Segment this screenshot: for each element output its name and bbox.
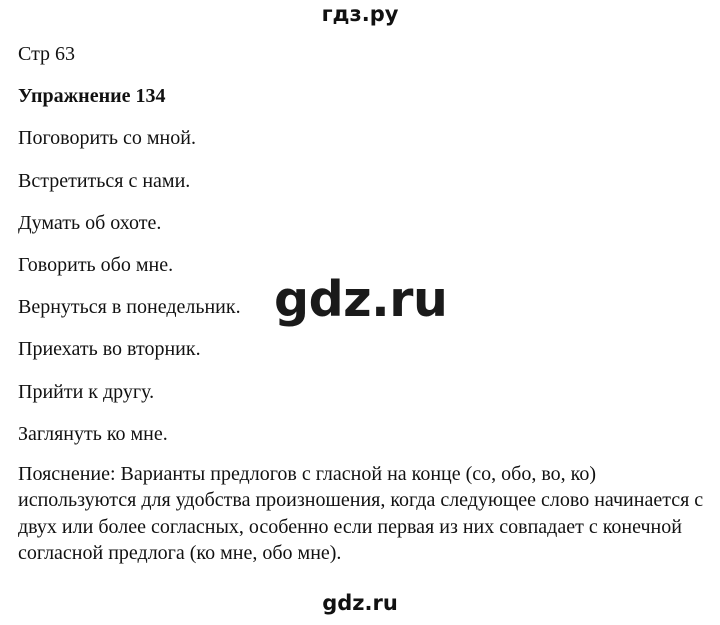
explanation-paragraph: Пояснение: Варианты предлогов с гласной на конце (со, обо, во, ко) используются для удобства произношения, когда следующее слово начинается с двух или более согласных, особенно если первая из них совпадает с конечной согласной предлога (ко мне, обо мне). <box>18 462 704 565</box>
sentence-7: Прийти к другу. <box>18 380 155 403</box>
site-header-logo: гдз.ру <box>321 2 399 26</box>
sentence-3: Думать об охоте. <box>18 211 162 234</box>
sentence-1: Поговорить со мной. <box>18 127 196 150</box>
sentence-2: Встретиться с нами. <box>18 169 191 192</box>
site-footer-logo: gdz.ru <box>322 591 398 615</box>
sentence-6: Приехать во вторник. <box>18 338 201 361</box>
exercise-title: Упражнение 134 <box>18 85 166 108</box>
sentence-8: Заглянуть ко мне. <box>18 422 168 445</box>
page-reference: Стр 63 <box>18 43 76 65</box>
sentence-5: Вернуться в понедельник. <box>18 296 241 319</box>
watermark-logo: gdz.ru <box>274 271 448 328</box>
sentence-4: Говорить обо мне. <box>18 253 174 276</box>
